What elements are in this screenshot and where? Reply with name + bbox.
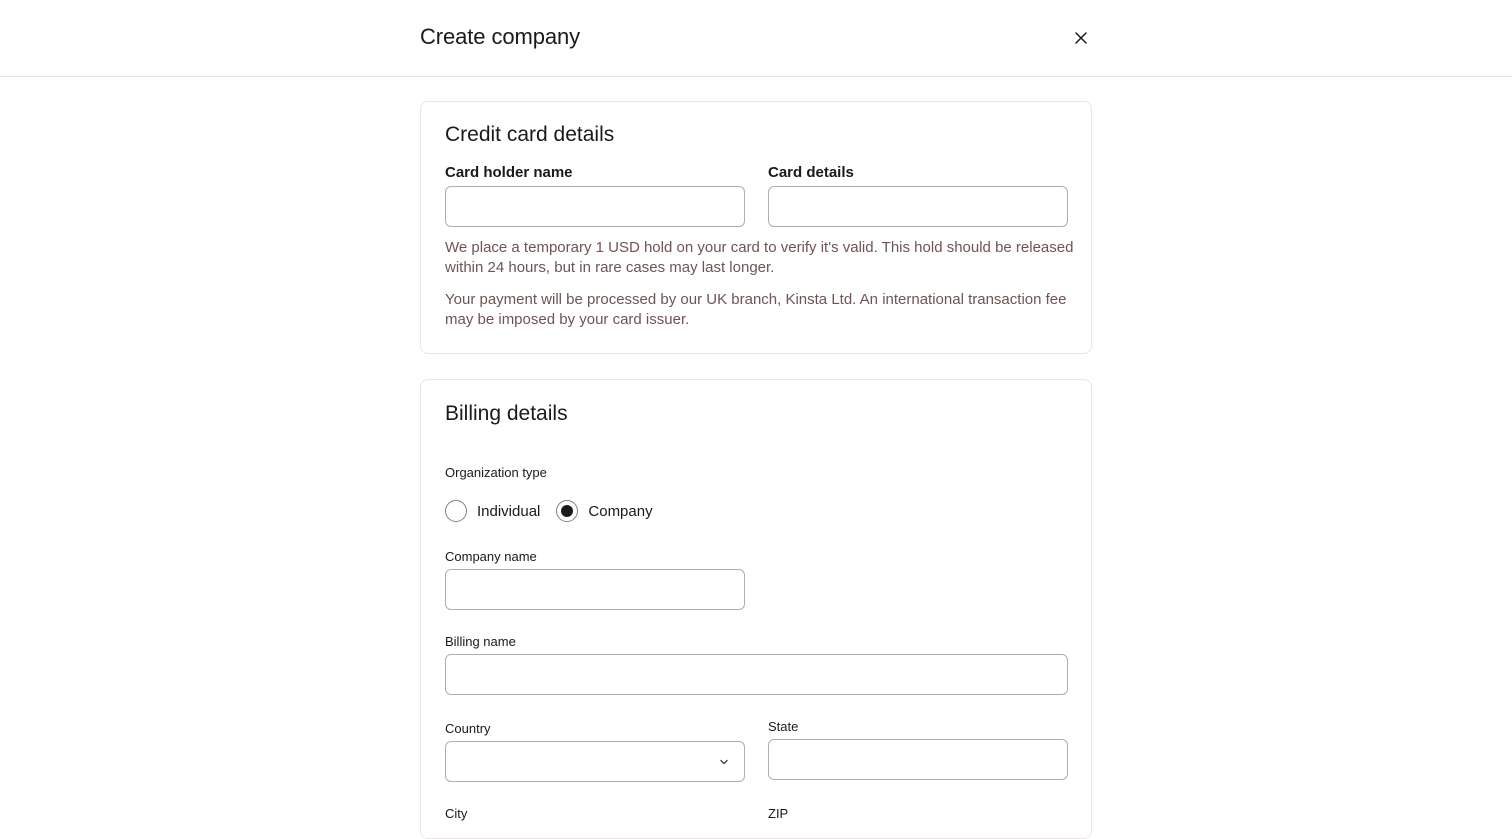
state-input[interactable] xyxy=(768,739,1068,780)
city-label: City xyxy=(445,806,468,821)
radio-selected-dot xyxy=(561,505,573,517)
radio-company-circle[interactable] xyxy=(556,500,578,522)
credit-card-section xyxy=(420,101,1092,354)
country-label: Country xyxy=(445,721,491,736)
card-details-input[interactable] xyxy=(768,186,1068,227)
close-icon xyxy=(1075,32,1087,44)
radio-individual-circle[interactable] xyxy=(445,500,467,522)
page-title: Create company xyxy=(420,24,581,49)
radio-individual-label: Individual xyxy=(477,502,541,520)
zip-label: ZIP xyxy=(768,806,789,821)
card-holder-label: Card holder name xyxy=(445,164,573,181)
org-type-radio-group xyxy=(445,500,669,522)
card-holder-input[interactable] xyxy=(445,186,745,227)
state-label: State xyxy=(768,719,799,734)
org-type-label: Organization type xyxy=(445,465,547,480)
billing-name-input[interactable] xyxy=(445,654,1068,695)
company-name-label: Company name xyxy=(445,549,537,564)
hold-notice: We place a temporary 1 USD hold on your card to verify it's valid. This hold should be released within 24 hours, but in rare cases may last longer. xyxy=(445,239,1074,276)
radio-company-label: Company xyxy=(588,502,653,520)
processing-notice: Your payment will be processed by our UK branch, Kinsta Ltd. An international transaction fee may be imposed by your card issuer. xyxy=(445,291,1067,328)
radio-individual[interactable] xyxy=(445,500,540,522)
card-details-label: Card details xyxy=(768,164,854,181)
country-select[interactable] xyxy=(445,741,745,782)
credit-card-title: Credit card details xyxy=(445,123,615,146)
billing-title: Billing details xyxy=(445,402,568,425)
company-name-input[interactable] xyxy=(445,569,745,610)
chevron-down-icon xyxy=(718,756,730,768)
modal-header xyxy=(0,0,1512,77)
radio-company[interactable] xyxy=(556,500,652,522)
close-button[interactable] xyxy=(1068,25,1094,51)
billing-name-label: Billing name xyxy=(445,634,516,649)
billing-section xyxy=(420,379,1092,839)
